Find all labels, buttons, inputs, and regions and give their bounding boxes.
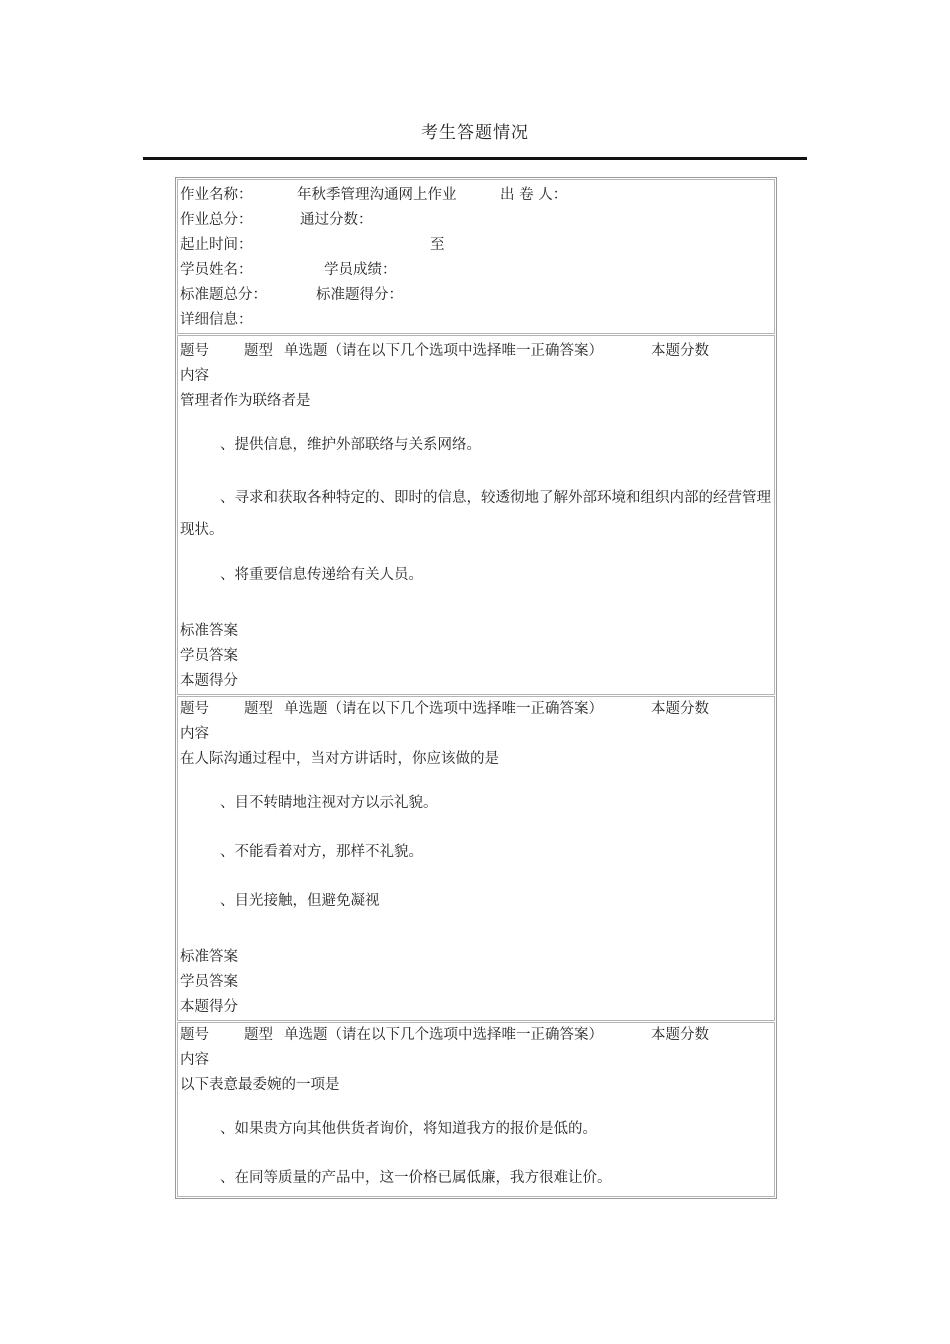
question-score-result-label: 本题得分 [180,999,238,1015]
question-block-3 [177,1022,775,1197]
question-number-label: 题号 [180,1027,209,1043]
question-option: 、如果贵方向其他供货者询价，将知道我方的报价是低的。 [220,1121,597,1137]
standard-answer-label: 标准答案 [180,623,238,639]
question-stem: 以下表意最委婉的一项是 [180,1077,340,1093]
student-name-label: 学员姓名： [180,262,253,278]
answer-sheet [175,177,777,1199]
question-type-label: 题型 [244,701,273,717]
info-block [177,179,775,334]
question-option: 、目光接触，但避免凝视 [220,893,380,909]
time-to: 至 [430,237,445,253]
question-option: 、将重要信息传递给有关人员。 [220,567,423,583]
info-row-detail [180,308,774,333]
question-option: 、提供信息，维护外部联络与关系网络。 [220,437,481,453]
question-type-label: 题型 [244,1027,273,1043]
page-title: 考生答题情况 [421,123,529,143]
question-header [180,339,774,364]
student-answer-label: 学员答案 [180,648,238,664]
std-total-label: 标准题总分： [180,287,267,303]
question-option: 、不能看着对方，那样不礼貌。 [220,844,423,860]
question-option: 、寻求和获取各种特定的、即时的信息，较透彻地了解外部环境和组织内部的经营管理现状。 [180,490,771,538]
question-number-label: 题号 [180,701,209,717]
question-score-label: 本题分数 [651,1027,709,1043]
question-content-label: 内容 [180,368,209,384]
question-score-label: 本题分数 [651,343,709,359]
question-stem: 管理者作为联络者是 [180,393,311,409]
pass-score-label: 通过分数： [300,212,373,228]
total-score-label: 作业总分： [180,212,253,228]
student-answer-label: 学员答案 [180,974,238,990]
homework-name-value: 年秋季管理沟通网上作业 [297,187,457,203]
question-type-value: 单选题（请在以下几个选项中选择唯一正确答案） [284,701,603,717]
author-label: 出 卷 人： [500,187,568,203]
question-score-label: 本题分数 [651,701,709,717]
question-type-label: 题型 [244,343,273,359]
info-row-total [180,208,774,233]
info-row-homework [180,183,774,208]
question-content-label: 内容 [180,1052,209,1068]
student-score-label: 学员成绩： [324,262,397,278]
question-header [180,697,774,722]
detail-label: 详细信息： [180,312,253,328]
question-type-value: 单选题（请在以下几个选项中选择唯一正确答案） [284,1027,603,1043]
standard-answer-label: 标准答案 [180,949,238,965]
question-number-label: 题号 [180,343,209,359]
question-score-result-label: 本题得分 [180,673,238,689]
info-row-time [180,233,774,258]
question-block-2 [177,696,775,1021]
info-row-standard [180,283,774,308]
question-option: 、目不转睛地注视对方以示礼貌。 [220,795,438,811]
question-option: 、在同等质量的产品中，这一价格已属低廉，我方很难让价。 [220,1170,612,1186]
question-content-label: 内容 [180,726,209,742]
title-rule [143,157,807,160]
question-stem: 在人际沟通过程中，当对方讲话时，你应该做的是 [180,751,499,767]
question-type-value: 单选题（请在以下几个选项中选择唯一正确答案） [284,343,603,359]
homework-name-label: 作业名称： [180,187,253,203]
time-label: 起止时间： [180,237,253,253]
std-score-label: 标准题得分： [316,287,403,303]
question-block-1 [177,335,775,695]
question-header [180,1023,774,1048]
info-row-student [180,258,774,283]
